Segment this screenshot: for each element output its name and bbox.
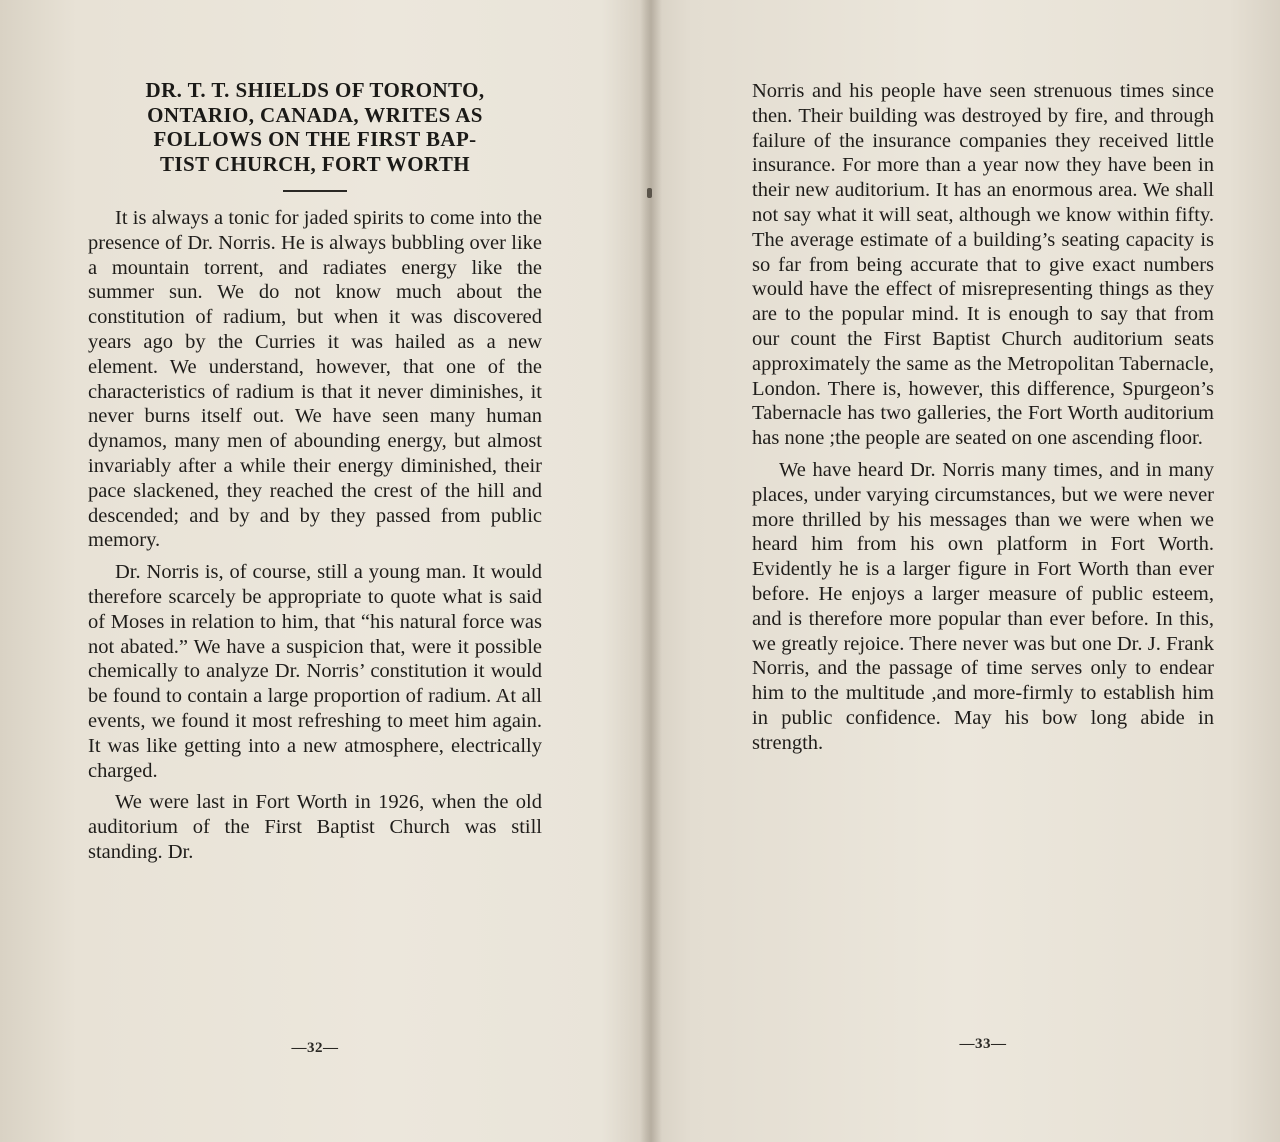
paragraph: It is always a tonic for jaded spirits to come into the presence of Dr. Norris. He is always bubbling over like a mountain torrent, and radiates energy like the summer sun. We do not know much about the constitution of radium, but when it was discovered years ago by the Curries it was hailed as a new element. We understand, however, that one of the characteristics of radium is that it never diminishes, it never burns itself out. We have seen many human dynamos, many men of abounding energy, but almost invariably after a while their energy diminished, their pace slackened, they reached the crest of the hill and descended; and by and by they passed from public memory. xyxy=(88,207,542,552)
heading-rule xyxy=(283,190,347,192)
book-gutter xyxy=(640,0,662,1142)
left-page xyxy=(88,0,542,1142)
paragraph: We have heard Dr. Norris many times, and in many places, under varying circumstances, but we were never more thrilled by his messages than we were when we heard him from his own platform in Fort Worth. Evidently he is a larger figure in Fort Worth than ever before. He enjoys a larger measure of public esteem, and is therefore more popular than ever before. In this, we greatly rejoice. There never was but one Dr. J. Frank Norris, and the passage of time serves only to endear him to the multitude ,and more-firmly to establish him in public confidence. May his bow long abide in strength. xyxy=(752,458,1214,754)
binding-mark xyxy=(647,188,652,198)
paragraph: Dr. Norris is, of course, still a young man. It would therefore scarcely be appropriate to quote what is said of Moses in relation to him, that “his natural force was not abated.” We have a suspicion that, were it possible chemically to analyze Dr. Norris’ constitution it would be found to contain a large proportion of radium. At all events, we found it most refreshing to meet him again. It was like getting into a new atmosphere, electrically charged. xyxy=(88,561,542,782)
page-number: —33— xyxy=(959,1036,1007,1052)
heading-line: TIST CHURCH, FORT WORTH xyxy=(160,151,470,176)
heading-line: DR. T. T. SHIELDS OF TORONTO, xyxy=(145,78,485,102)
article-heading xyxy=(88,78,542,176)
heading-line: FOLLOWS ON THE FIRST BAP- xyxy=(153,127,477,151)
right-page xyxy=(752,0,1214,1142)
paragraph: We were last in Fort Worth in 1926, when the old auditorium of the First Baptist Church was still standing. Dr. xyxy=(88,791,542,863)
page-number: —32— xyxy=(291,1040,339,1056)
paragraph: Norris and his people have seen strenuous times since then. Their building was destroyed by fire, and through failure of the insurance companies they received little insurance. For more than a year now they have been in their new auditorium. It has an enormous area. We shall not say what it will seat, although we know within fifty. The average estimate of a building’s seating capacity is so far from being accurate that to give exact numbers would have the effect of misrepresenting things as they are to the popular mind. It is enough to say that from our count the First Baptist Church auditorium seats approximately the same as the Metropolitan Tabernacle, London. There is, however, this difference, Spurgeon’s Tabernacle has two galleries, the Fort Worth auditorium has none ;the people are seated on one ascending floor. xyxy=(752,80,1214,450)
heading-line: ONTARIO, CANADA, WRITES AS xyxy=(147,102,483,127)
